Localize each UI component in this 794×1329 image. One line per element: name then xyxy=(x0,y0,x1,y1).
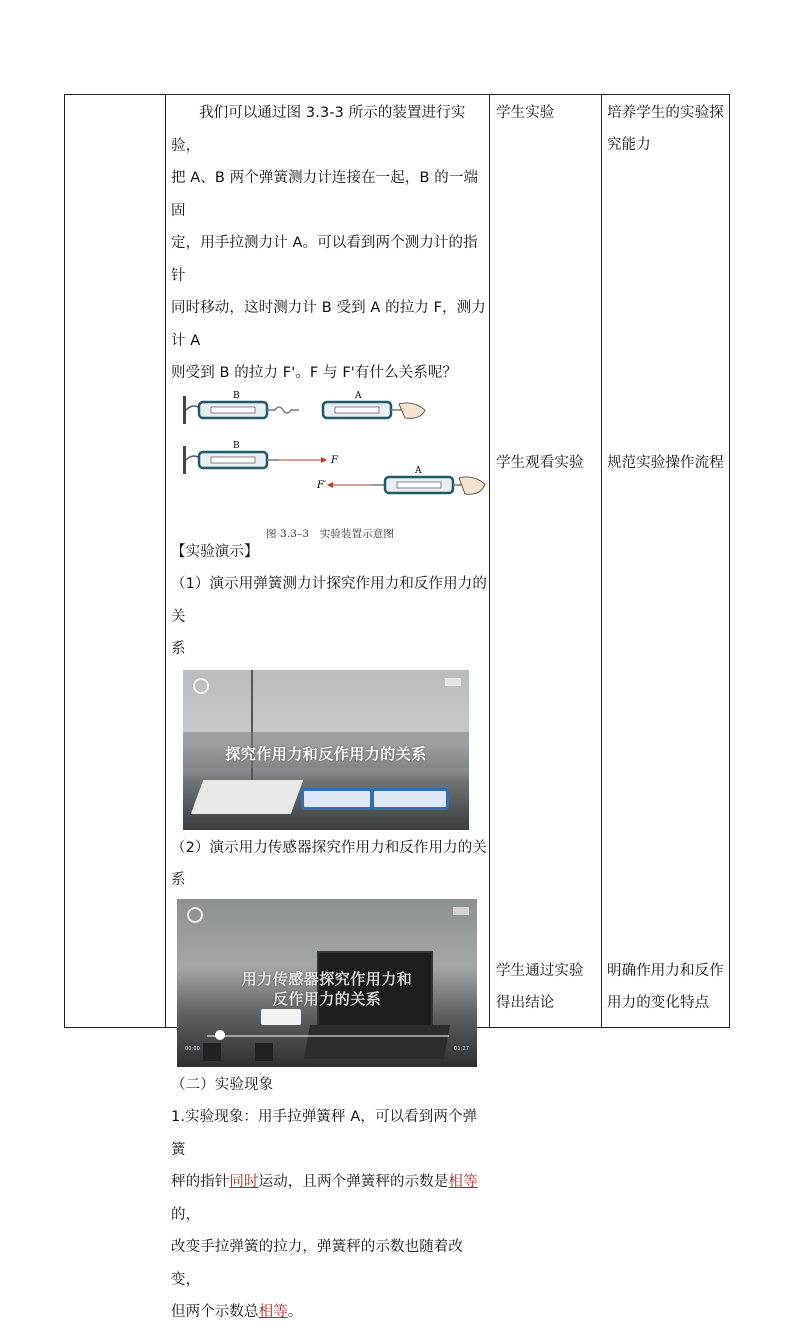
video-title: 探究作用力和反作用力的关系 xyxy=(225,744,427,763)
paragraph-line: 定，用手拉测力计 A。可以看到两个测力计的指针 xyxy=(171,235,478,284)
laptop-base xyxy=(304,1025,450,1059)
column-divider xyxy=(489,95,490,1027)
conclusion-line xyxy=(171,1296,489,1329)
demo1-line: （1）演示用弹簧测力计探究作用力和反作用力的关 xyxy=(171,576,487,625)
video-force-sensor[interactable] xyxy=(177,899,477,1067)
student-activity: 学生通过实验 xyxy=(496,963,584,979)
time-total: 01:27 xyxy=(454,1045,469,1052)
sensor-box xyxy=(261,1009,301,1025)
label-force-f: F xyxy=(331,454,339,466)
video-title-line1: 用力传感器探究作用力和 xyxy=(241,969,413,988)
label-a-lower: A xyxy=(415,465,422,476)
student-activity: 学生观看实验 xyxy=(496,455,584,471)
label-b-lower: B xyxy=(233,440,240,451)
paragraph-line: 则受到 B 的拉力 F'。F 与 F'有什么关系呢？ xyxy=(171,365,458,381)
design-purpose: 明确作用力和反作 xyxy=(607,963,724,979)
force-sensor-right xyxy=(255,1043,273,1061)
progress-track[interactable] xyxy=(207,1035,449,1037)
design-purpose: 培养学生的实验探 xyxy=(607,105,724,121)
highlight-equal: 相等 xyxy=(448,1174,478,1190)
spring-scale-diagram xyxy=(171,390,489,510)
video-logo-icon xyxy=(187,907,203,923)
conclusion-line xyxy=(171,1166,489,1231)
student-activity: 得出结论 xyxy=(496,995,555,1011)
label-a: A xyxy=(355,390,362,401)
video-title-line2: 反作用力的关系 xyxy=(272,989,382,1008)
design-purpose: 用力的变化特点 xyxy=(607,995,710,1011)
column-divider xyxy=(165,95,166,1027)
highlight-simultaneous: 同时 xyxy=(229,1174,259,1190)
content-cell xyxy=(171,95,489,1329)
spring-scale-b xyxy=(301,788,373,810)
stand-base xyxy=(191,780,303,814)
column-divider xyxy=(601,95,602,1027)
label-force-f-prime: F′ xyxy=(317,479,327,491)
conclusion-line: 1.实验现象：用手拉弹簧秤 A，可以看到两个弹簧 xyxy=(171,1109,478,1158)
text-span: 但两个示数总 xyxy=(171,1304,259,1320)
conclusion-line: 改变手拉弹簧的拉力，弹簧秤的示数也随着改变， xyxy=(171,1239,463,1288)
spring-scale-a xyxy=(371,788,449,810)
video-spring-scale[interactable] xyxy=(183,670,469,830)
text-span: 。 xyxy=(287,1304,303,1320)
text-span: 秤的指针 xyxy=(171,1174,230,1190)
student-activity: 学生实验 xyxy=(496,105,555,121)
text-span: 的， xyxy=(171,1206,201,1223)
lesson-table xyxy=(64,94,730,1320)
demo-heading: 【实验演示】 xyxy=(171,543,259,560)
design-purpose: 规范实验操作流程 xyxy=(607,455,724,471)
paragraph-line: 把 A、B 两个弹簧测力计连接在一起，B 的一端固 xyxy=(171,170,479,219)
demo1-line: 系 xyxy=(171,641,186,657)
video-tag xyxy=(445,678,461,686)
design-purpose: 究能力 xyxy=(607,137,651,153)
intro-paragraph xyxy=(171,97,489,390)
video-tag xyxy=(453,907,469,915)
video-logo-icon xyxy=(193,678,209,694)
progress-handle[interactable] xyxy=(215,1030,225,1040)
phenomenon-heading: （二）实验现象 xyxy=(171,1076,274,1093)
force-sensor-left xyxy=(203,1043,221,1061)
time-elapsed: 00:00 xyxy=(185,1045,200,1052)
apparatus-figure xyxy=(171,390,489,540)
demo2-line: （2）演示用力传感器探究作用力和反作用力的关系 xyxy=(171,839,487,888)
figure-caption: 图 3.3–3 实验装置示意图 xyxy=(266,528,394,540)
paragraph-line: 同时移动，这时测力计 B 受到 A 的拉力 F，测力计 A xyxy=(171,300,486,349)
label-b: B xyxy=(233,390,240,401)
paragraph-line: 我们可以通过图 3.3-3 所示的装置进行实验， xyxy=(171,105,466,154)
text-span: 运动，且两个弹簧秤的示数是 xyxy=(258,1174,449,1190)
highlight-equal: 相等 xyxy=(258,1304,288,1320)
